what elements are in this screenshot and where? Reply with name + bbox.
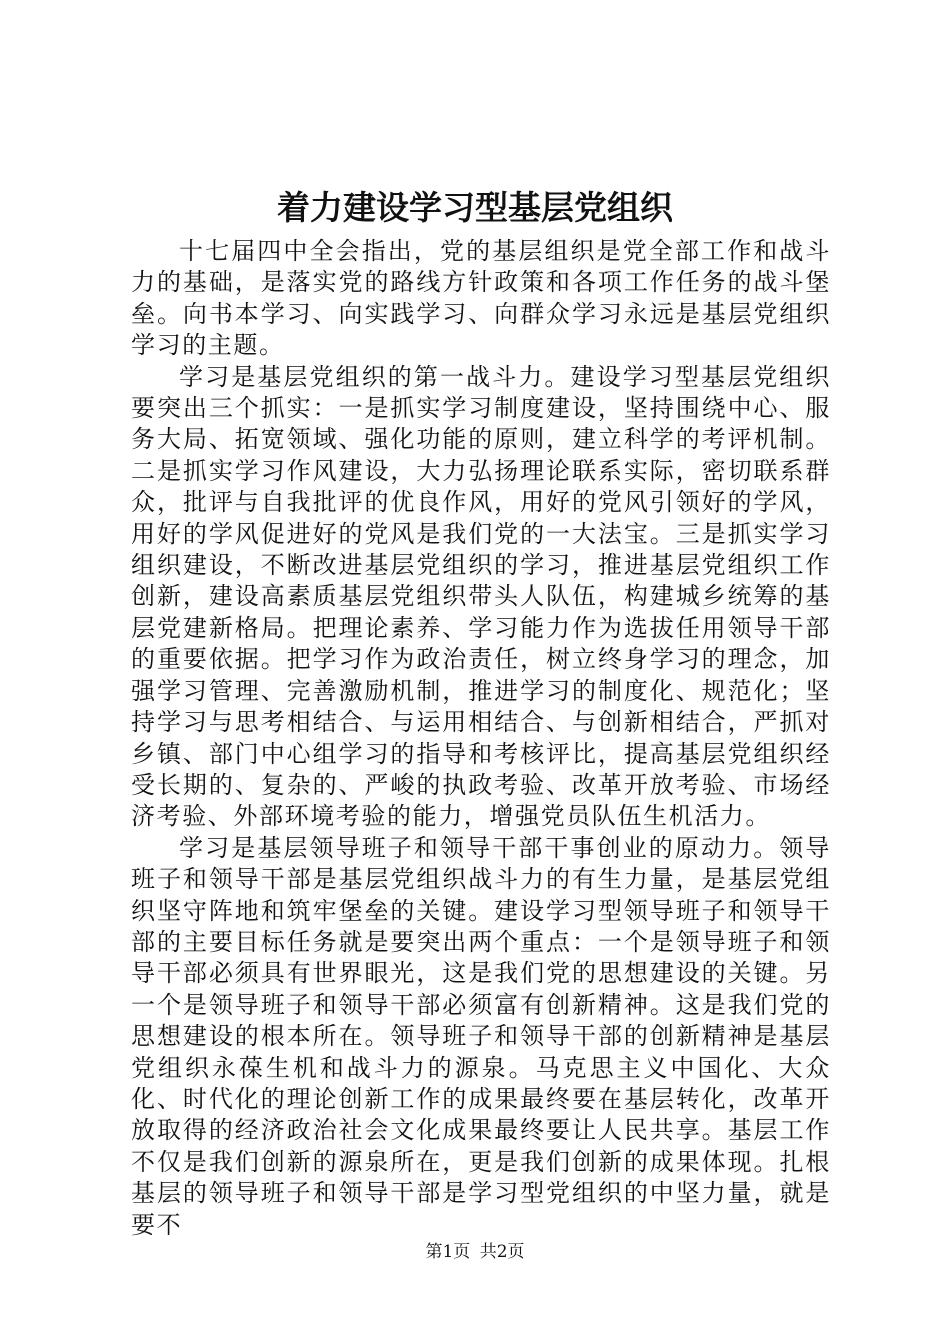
paragraph-3: 学习是基层领导班子和领导干部干事创业的原动力。领导班子和领导干部是基层党组织战斗力的有生力量，是基层党组织坚守阵地和筑牢堡垒的关键。建设学习型领导班子和领导干部的主要目标任务就是要突出两个重点：一个是领导班子和领导干部必须具有世界眼光，这是我们党的思想建设的关键。另一个是领导班子和领导干部必须富有创新精神。这是我们党的思想建设的根本所在。领导班子和领导干部的创新精神是基层党组织永葆生机和战斗力的源泉。马克思主义中国化、大众化、时代化的理论创新工作的成果最终要在基层转化，改革开放取得的经济政治社会文化成果最终要让人民共享。基层工作不仅是我们创新的源泉所在，更是我们创新的成果体现。扎根基层的领导班子和领导干部是学习型党组织的中坚力量，就是要不 [131, 833, 831, 1239]
document-body [131, 236, 831, 1241]
paragraph-1: 十七届四中全会指出，党的基层组织是党全部工作和战斗力的基础，是落实党的路线方针政策和各项工作任务的战斗堡垒。向书本学习、向实践学习、向群众学习永远是基层党组织学习的主题。 [131, 237, 831, 360]
page-footer [0, 1240, 950, 1264]
page-total: 共2页 [479, 1242, 525, 1262]
paragraph-2: 学习是基层党组织的第一战斗力。建设学习型基层党组织要突出三个抓实：一是抓实学习制度建设，坚持围绕中心、服务大局、拓宽领域、强化功能的原则，建立科学的考评机制。二是抓实学习作风建设，大力弘扬理论联系实际，密切联系群众，批评与自我批评的优良作风，用好的党风引领好的学风，用好的学风促进好的党风是我们党的一大法宝。三是抓实学习组织建设，不断改进基层党组织的学习，推进基层党组织工作创新，建设高素质基层党组织带头人队伍，构建城乡统筹的基层党建新格局。把理论素养、学习能力作为选拔任用领导干部的重要依据。把学习作为政治责任，树立终身学习的理念，加强学习管理、完善激励机制，推进学习的制度化、规范化；坚持学习与思考相结合、与运用相结合、与创新相结合，严抓对乡镇、部门中心组学习的指导和考核评比，提高基层党组织经受长期的、复杂的、严峻的执政考验、改革开放考验、市场经济考验、外部环境考验的能力，增强党员队伍生机活力。 [131, 362, 831, 831]
document-title: 着力建设学习型基层党组织 [277, 188, 673, 227]
page-number: 第1页 [425, 1242, 471, 1262]
